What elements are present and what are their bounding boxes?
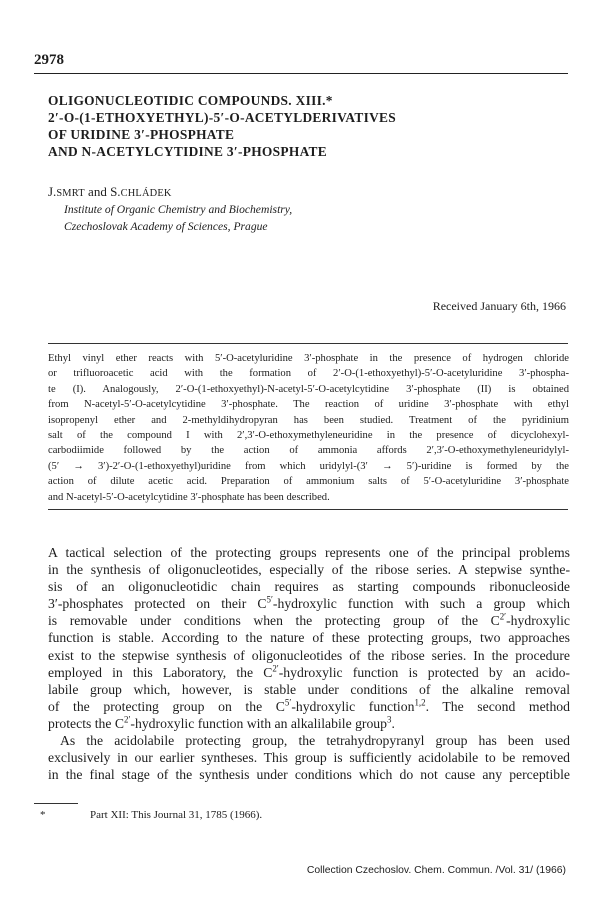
abstract-line: salt of the compound I with 2′,3′-O-ethoxymethyleneuridine in the presence of dicyclohexyl- [48,430,569,442]
abstract-rule-bottom [48,509,568,510]
author-2-initial: S. [110,184,121,199]
title-line-2: 2′-O-(1-ETHOXYETHYL)-5′-O-ACETYLDERIVATIVES [48,110,397,125]
body-line: labile group which, however, is stable under conditions of the alkaline removal [48,681,570,697]
header-rule [34,73,568,74]
author-1-surname: SMRT [56,188,85,199]
footnote-rule [34,803,78,804]
body-line: is removable under conditions when the protecting group of the $C^{2'}$-hydroxylic [48,612,570,629]
page-number: 2978 [34,52,64,68]
abstract-line: or trifluoroacetic acid with the formation of 2′-O-(1-ethoxyethyl)-5′-O-acetyluridine 3′-phospha- [48,368,569,380]
affiliation-line-2: Czechoslovak Academy of Sciences, Prague [64,220,268,233]
footnote [40,809,262,821]
authors-and: and [84,184,111,199]
abstract-line: action of dilute acetic acid. Preparation of ammonium salts of 5′-O-acetyluridine 3′-phosphate [48,476,569,488]
affiliation-line-1: Institute of Organic Chemistry and Biochemistry, [64,203,293,216]
body-line: protects the $C^{2'}$-hydroxylic function with an alkalilabile group$^3$. [48,714,395,731]
body-line: exist to the stepwise synthesis of oligonucleotides of the ribose series. In the procedure [48,647,570,663]
abstract-line: from N-acetyl-5′-O-acetylcytidine 3′-phosphate. The reaction of uridine 3′-phosphate with ethyl [48,399,569,411]
body-line: A tactical selection of the protecting groups represents one of the principal problems [48,545,570,560]
abstract-line [48,382,569,397]
author-1-initial: J. [48,184,57,199]
body-text [48,544,570,783]
footnote-marker: * [40,809,46,821]
abstract-line: (5′ → 3′)-2′-O-(1-ethoxyethyl)uridine from which uridylyl-(3′ → 5′)-uridine is formed by the [48,460,569,472]
abstract-line: Ethyl vinyl ether reacts with 5′-O-acetyluridine 3′-phosphate in the presence of hydrogen chloride [48,353,569,364]
footnote-text: Part XII: This Journal 31, 1785 (1966). [90,809,263,821]
abstract-line: and N-acetyl-5′-O-acetylcytidine 3′-phosphate has been described. [48,491,330,503]
received-date: Received January 6th, 1966 [432,299,566,313]
title-line-1: OLIGONUCLEOTIDIC COMPOUNDS. XIII.* [48,93,333,108]
body-line: function is stable. According to the nature of these protecting groups, two approaches [48,630,570,646]
journal-reference: Collection Czechoslov. Chem. Commun. /Vol. 31/ (1966) [306,865,566,876]
abstract-line-text: te (I). Analogously, 2′-O-(1-ethoxyethyl)-N-acetyl-5′-O-acetylcytidine 3′-phosphate (II) is obtained [48,383,569,395]
abstract-line: isopropenyl ether and 2-methyldihydropyran has been studied. Treatment of the pyridinium [48,414,569,426]
body-line: in the synthesis of oligonucleotides, especially of the ribose series. A stepwise synthe- [48,562,570,578]
body-line: 3′-phosphates protected on their $C^{5'}$-hydroxylic function with such a group which [48,595,570,612]
authors [48,184,172,200]
title-line-3: OF URIDINE 3′-PHOSPHATE [48,127,235,142]
author-2-surname: CHLÁDEK [120,188,172,199]
body-line: of the protecting group on the $C^{5'}$-hydroxylic function$^{1,2}$. The second method [48,697,570,714]
body-line: As the acidolabile protecting group, the tetrahydropyranyl group has been used [60,733,570,749]
affiliation [64,201,292,235]
body-line: exclusively in our earlier syntheses. This group is sufficiently acidolabile to be removed [48,750,570,766]
body-line: in the final stage of the synthesis under conditions which do not cause any perceptible [48,767,570,783]
title-line-4: AND N-ACETYLCYTIDINE 3′-PHOSPHATE [48,144,328,159]
abstract [48,351,569,505]
body-line: sis of an oligonucleotidic chain requires as starting compounds ribonucleoside [48,579,570,595]
abstract-line: carbodiimide followed by the action of ammonia affords 2′,3′-O-ethoxymethyleneuridylyl- [48,445,569,457]
article-title [48,92,568,160]
body-line: employed in this Laboratory, the $C^{2'}$-hydroxylic function is protected by an acido- [48,663,570,680]
abstract-rule-top [48,343,568,344]
